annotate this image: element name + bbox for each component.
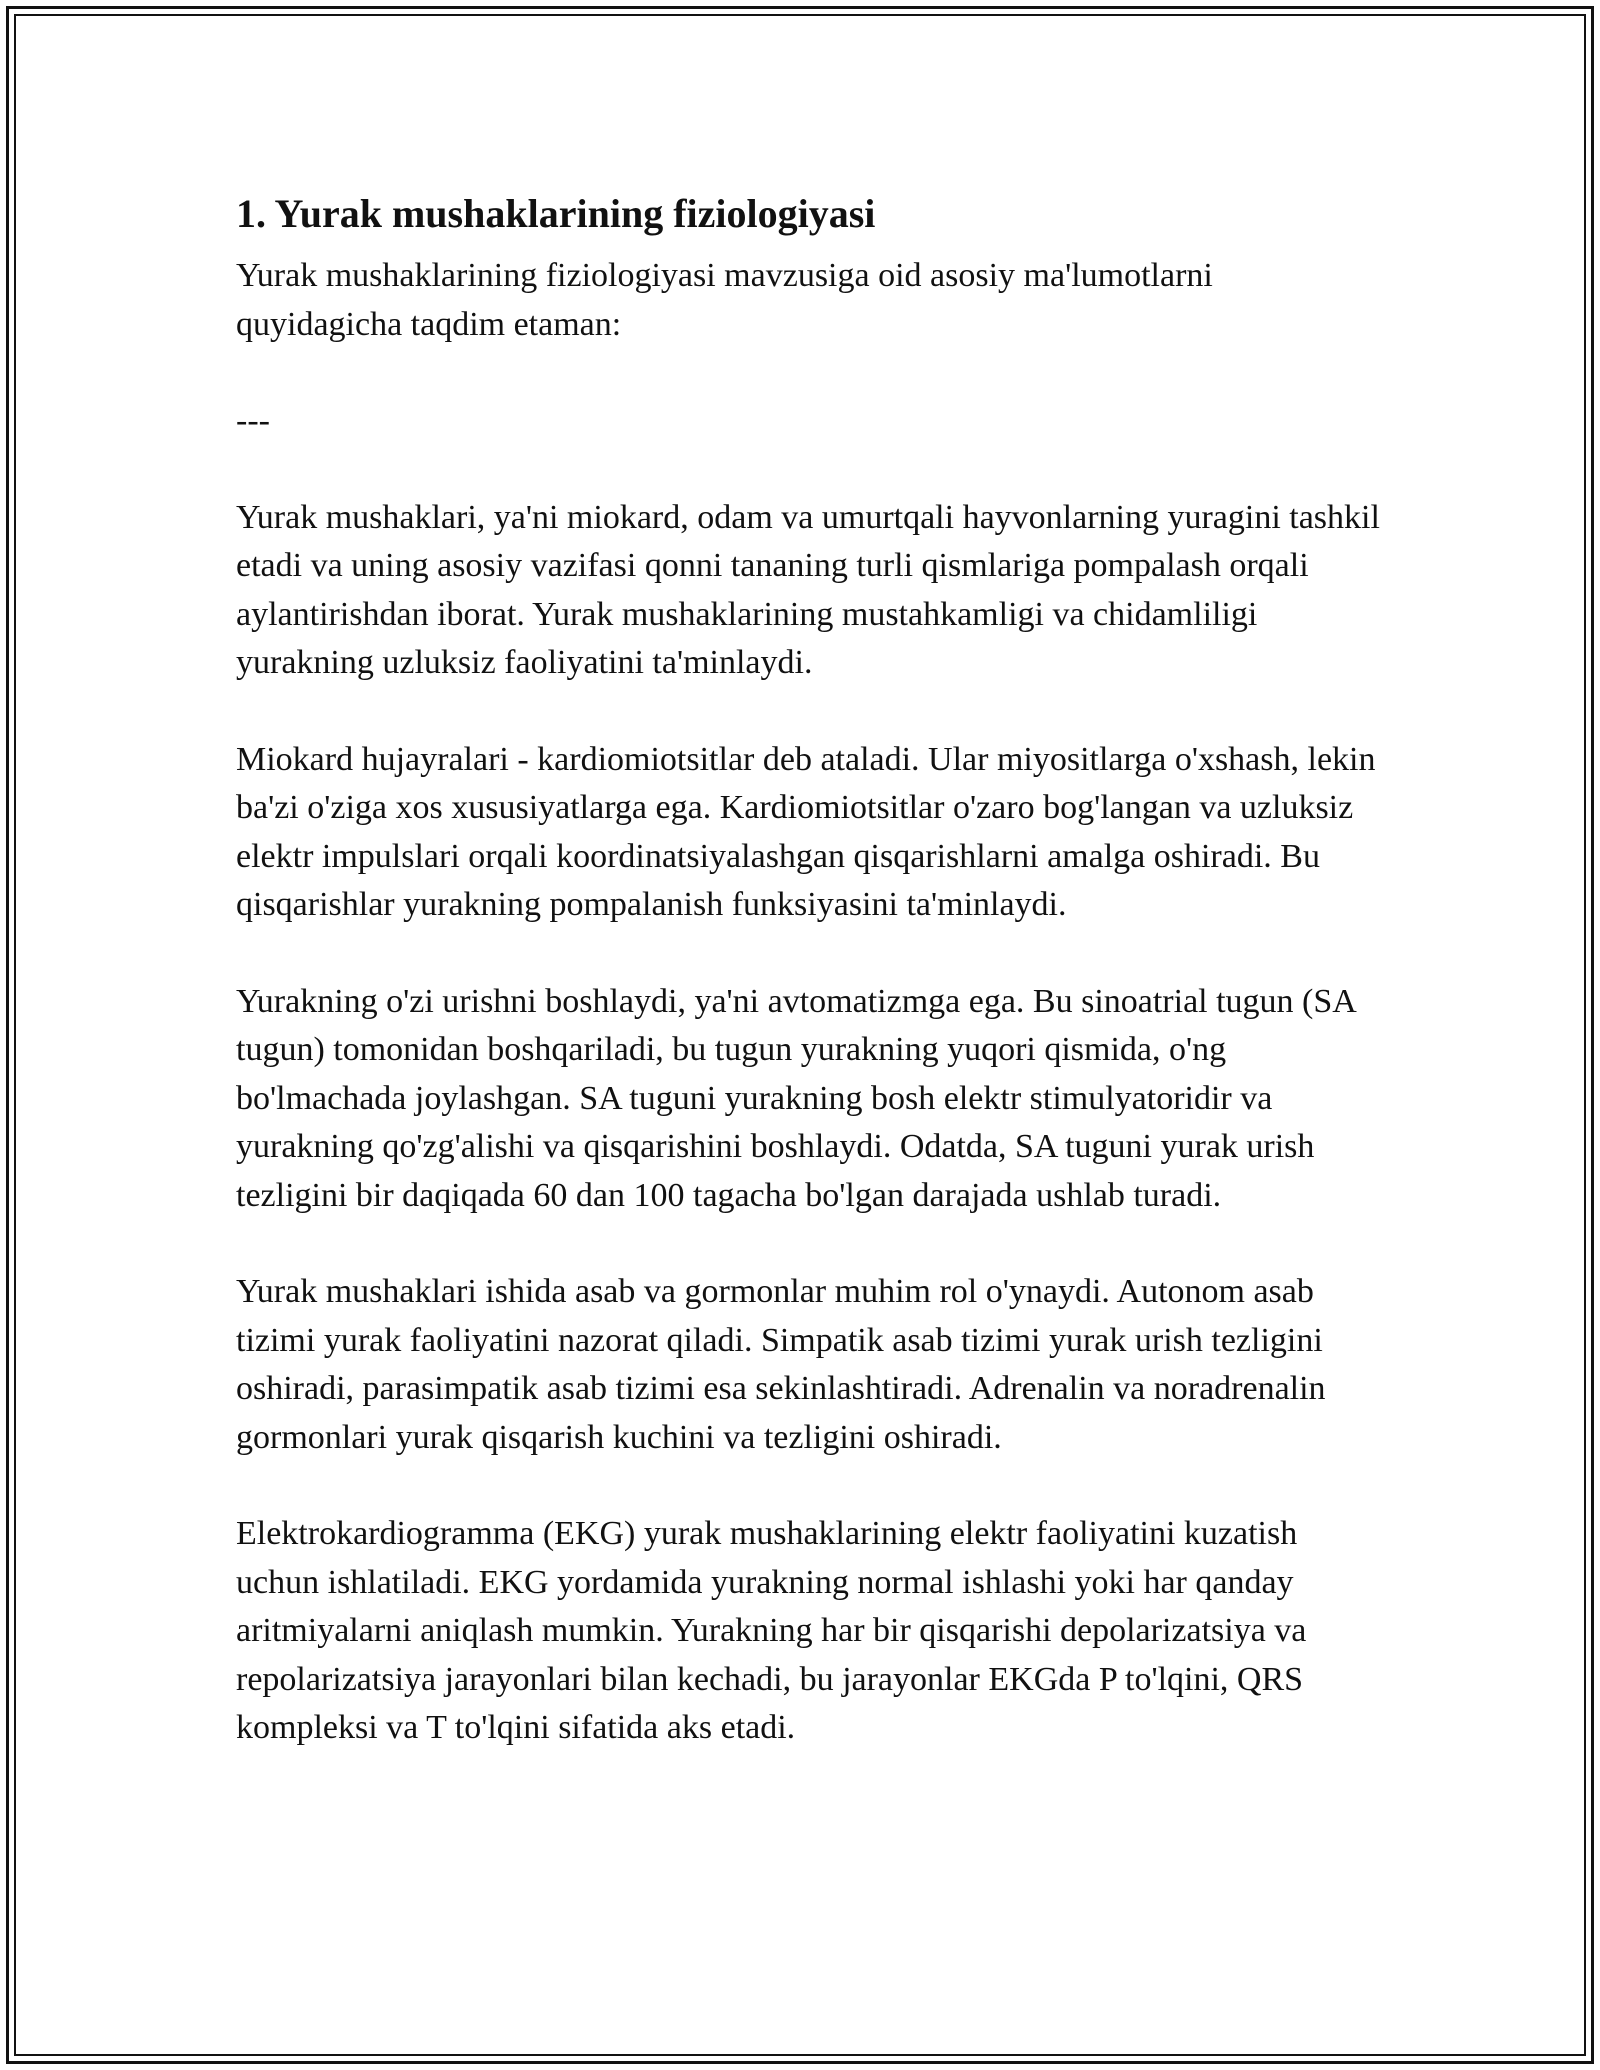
paragraph-avtomatizm: Yurakning o'zi urishni boshlaydi, ya'ni avtomatizmga ega. Bu sinoatrial tugun (SA tugun) tomonidan boshqariladi, bu tugun yurakning yuqori qismida, o'ng bo'lmachada joylashgan. SA tuguni yurakning bosh elektr stimulyatoridir va yurakning qo'zg'alishi va qisqarishini boshlaydi. Odatda, SA tuguni yurak urish tezligini bir daqiqada 60 dan 100 tagacha bo'lgan darajada ushlab turadi. (236, 982, 1355, 1214)
document-body (236, 186, 1386, 1801)
separator-text: --- (236, 402, 270, 439)
paragraph-miokard: Yurak mushaklari, ya'ni miokard, odam va umurtqali hayvonlarning yuragini tashkil etadi va uning asosiy vazifasi qonni tananing turli qismlariga pompalash orqali aylantirishdan iborat. Yurak mushaklarining mustahkamligi va chidamliligi yurakning uzluksiz faoliyatini ta'minlaydi. (236, 498, 1380, 681)
paragraph-kardiomiotsitlar: Miokard hujayralari - kardiomiotsitlar deb ataladi. Ular miyositlarga o'xshash, lekin ba'zi o'ziga xos xususiyatlarga ega. Kardiomiotsitlar o'zaro bog'langan va uzluksiz elektr impulslari orqali koordinatsiyalashgan qisqarishlarni amalga oshiradi. Bu qisqarishlar yurakning pompalanish funksiyasini ta'minlaydi. (236, 740, 1376, 923)
paragraph-ekg: Elektrokardiogramma (EKG) yurak mushaklarining elektr faoliyatini kuzatish uchun ishlatiladi. EKG yordamida yurakning normal ishlashi yoki har qanday aritmiyalarni aniqlash mumkin. Yurakning har bir qisqarishi depolarizatsiya va repolarizatsiya jarayonlari bilan kechadi, bu jarayonlar EKGda P to'lqini, QRS kompleksi va T to'lqini sifatida aks etadi. (236, 1515, 1307, 1746)
paragraph-asab-gormonlar: Yurak mushaklari ishida asab va gormonlar muhim rol o'ynaydi. Autonom asab tizimi yurak faoliyatini nazorat qiladi. Simpatik asab tizimi yurak urish tezligini oshiradi, parasimpatik asab tizimi esa sekinlashtiradi. Adrenalin va noradrenalin gormonlari yurak qisqarish kuchini va tezligini oshiradi. (236, 1273, 1326, 1456)
intro-paragraph: Yurak mushaklarining fiziologiyasi mavzusiga oid asosiy ma'lumotlarni quyidagicha taqdim etaman: (236, 257, 1213, 343)
section-heading: 1. Yurak mushaklarining fiziologiyasi (236, 191, 876, 236)
